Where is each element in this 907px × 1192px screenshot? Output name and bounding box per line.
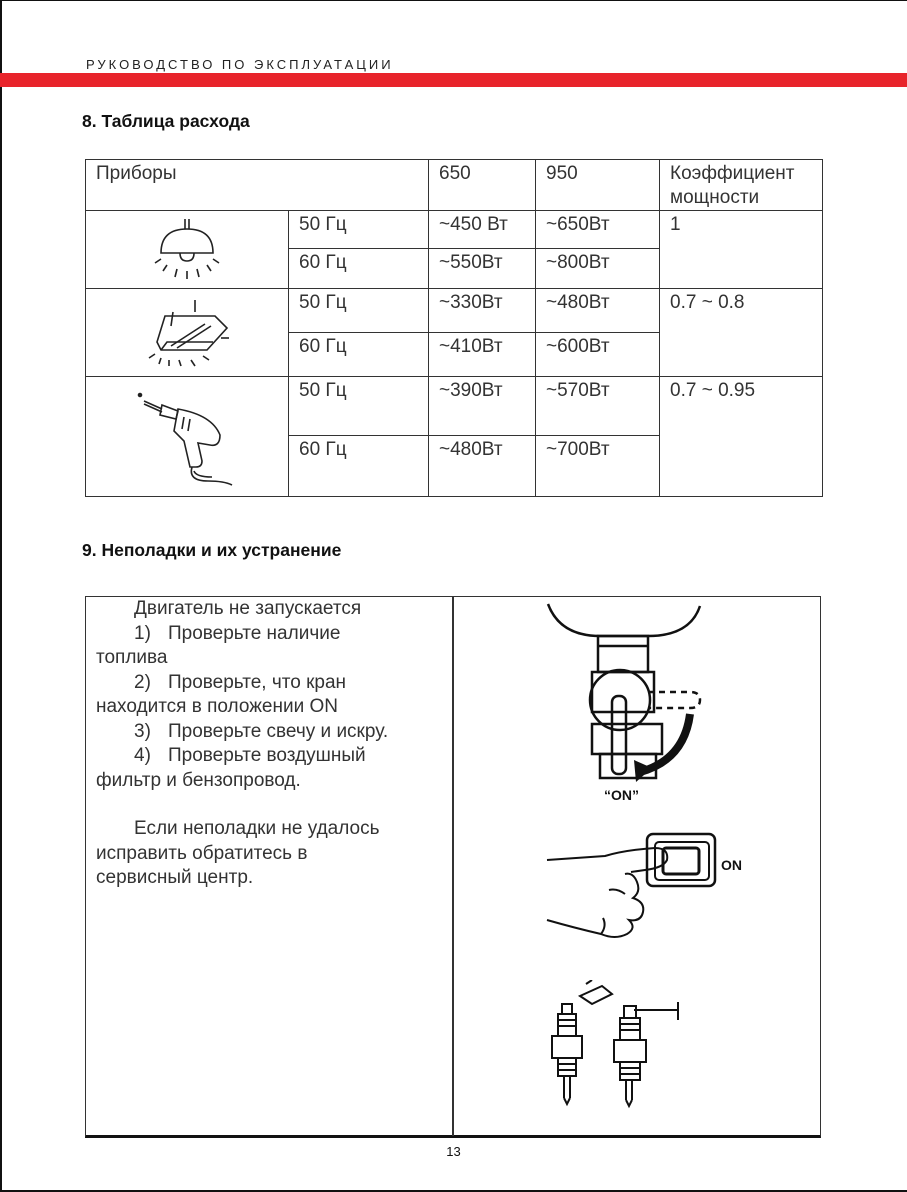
problem-heading: Двигатель не запускается [134,598,362,619]
step-4: 4) Проверьте воздушный [134,745,366,766]
value-650-cell: ~410Вт [429,333,536,377]
power-factor-cell: 1 [660,211,823,289]
switch-press-illustration [545,830,755,950]
table-header-row [86,160,823,211]
switch-on-label: ON [721,857,742,873]
drill-icon [132,385,242,489]
step-3: 3) Проверьте свечу и искру. [134,720,389,742]
step-4-cont: фильтр и бензопровод. [96,769,301,791]
value-950-cell: ~800Вт [536,249,660,289]
value-650-cell: ~480Вт [429,436,536,497]
consumption-table [85,159,823,497]
page-number: 13 [446,1144,461,1159]
step-2-cont: находится в положении ON [96,696,338,717]
advice-line-3: сервисный центр. [96,867,254,888]
value-950-cell: ~570Вт [536,377,660,436]
value-950-cell: ~480Вт [536,289,660,333]
table-row [86,377,823,436]
manual-header: РУКОВОДСТВО ПО ЭКСПЛУАТАЦИИ [86,57,394,72]
header-red-band [0,73,907,87]
pf-line1: Коэффициент [670,163,795,184]
power-factor-cell: 0.7 ~ 0.8 [660,289,823,377]
value-650-cell: ~550Вт [429,249,536,289]
step-2: 2) Проверьте, что кран [134,671,347,693]
header-devices: Приборы [86,160,429,211]
freq-cell: 60 Гц [289,436,429,497]
header-power-factor [660,160,823,211]
value-650-cell: ~390Вт [429,377,536,436]
table-row [86,289,823,333]
table-row [86,211,823,249]
header-950: 950 [536,160,660,211]
spark-plug-illustration [540,980,700,1115]
lamp-cell [86,211,289,289]
freq-cell: 50 Гц [289,377,429,436]
step-1-cont: топлива [96,647,168,668]
power-factor-cell: 0.7 ~ 0.95 [660,377,823,497]
fuel-valve-on-label: “ON” [604,787,639,803]
troubleshooting-text [96,597,441,891]
value-950-cell: ~700Вт [536,436,660,497]
step-1: 1) Проверьте наличие [134,622,341,644]
value-950-cell: ~650Вт [536,211,660,249]
troubleshooting-divider [452,596,454,1136]
advice-line-1: Если неполадки не удалось [134,818,380,839]
value-950-cell: ~600Вт [536,333,660,377]
value-650-cell: ~450 Вт [429,211,536,249]
section-8-title: 8. Таблица расхода [82,111,250,131]
lamp-icon [147,217,227,283]
fluorescent-lamp-icon [137,298,237,368]
fuel-valve-illustration [540,600,720,810]
advice-line-2: исправить обратитесь в [96,842,308,864]
drill-cell [86,377,289,497]
freq-cell: 60 Гц [289,249,429,289]
section-9-title: 9. Неполадки и их устранение [82,540,342,560]
freq-cell: 50 Гц [289,211,429,249]
freq-cell: 60 Гц [289,333,429,377]
pf-line2: мощности [670,187,760,208]
header-650: 650 [429,160,536,211]
value-650-cell: ~330Вт [429,289,536,333]
freq-cell: 50 Гц [289,289,429,333]
fluorescent-cell [86,289,289,377]
